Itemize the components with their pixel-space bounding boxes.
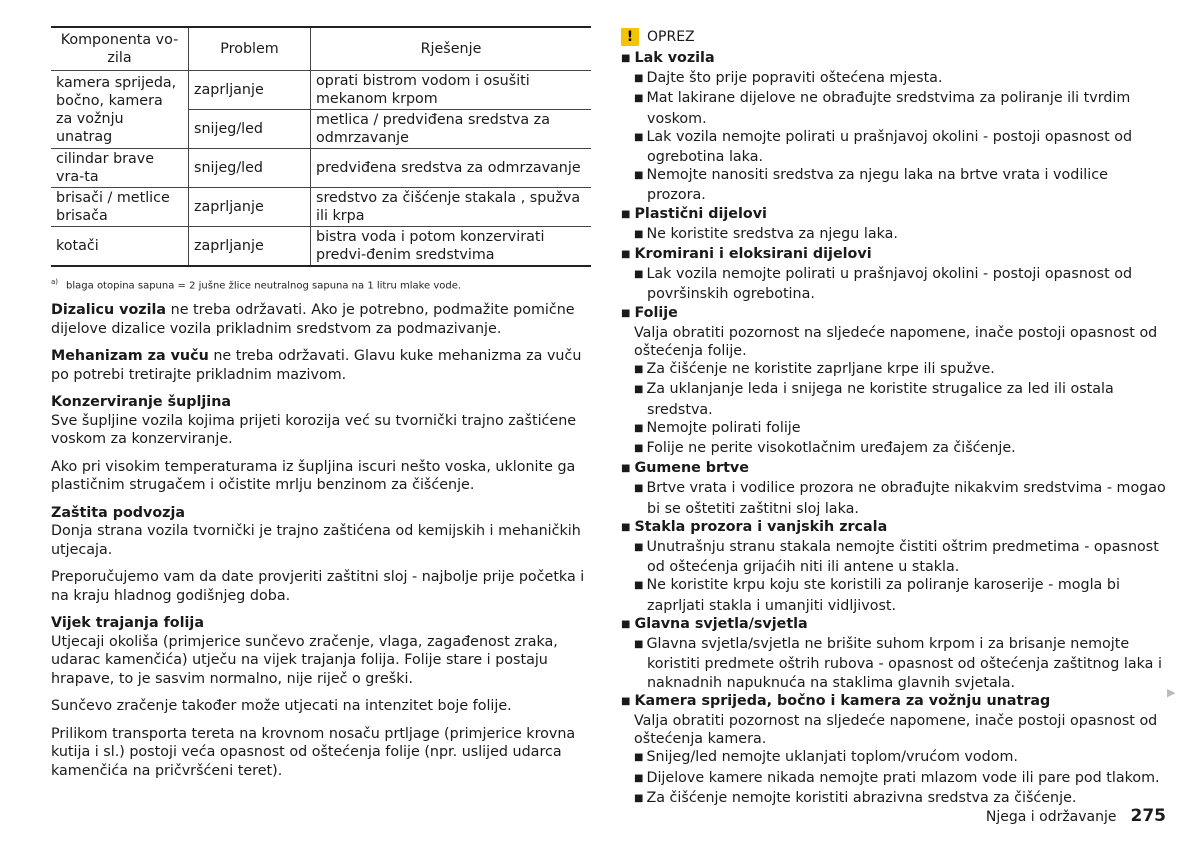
heading-foil: Vijek trajanja folija: [51, 615, 204, 632]
cell-solution: bistra voda i potom konzervirati predvi-đenim sredstvima: [311, 227, 592, 267]
cell-problem: snijeg/led: [189, 149, 311, 188]
caution-bullet: ■ Mat lakirane dijelove ne obrađujte sredstvima za poliranje ili tvrdim voskom.: [621, 89, 1169, 127]
heading-underbody: Zaštita podvozja: [51, 504, 186, 521]
caution-bullet: ■ Ne koristite sredstva za njegu laka.: [621, 225, 1169, 245]
caution-bullet: ■ Dijelove kamere nikada nemojte prati mlazom vode ili pare pod tlakom.: [621, 769, 1169, 789]
caution-bullet: ■ Brtve vrata i vodilice prozora ne obrađujte nikakvim sredstvima - mogao bi se oštetiti zaštitni sloj laka.: [621, 479, 1169, 517]
table-row: [51, 227, 591, 267]
caution-bullet: ■ Folije ne perite visokotlačnim uređajem za čišćenje.: [621, 439, 1169, 459]
paragraph-jack: [51, 301, 596, 338]
towing-text: ne treba održavati. Glavu kuke mehanizma za vuču po potrebi tretirajte prikladnim mazivom.: [51, 348, 582, 383]
cell-solution: metlica / predviđena sredstva za odmrzavanje: [311, 110, 592, 149]
cell-component: brisači / metlice brisača: [51, 188, 189, 227]
cell-solution: predviđena sredstva za odmrzavanje: [311, 149, 592, 188]
caution-topic: ■ Lak vozila: [621, 49, 1169, 69]
cell-component: cilindar brave vra-ta: [51, 149, 189, 188]
page-number: 275: [1130, 806, 1166, 826]
caution-bullet: ■ Lak vozila nemojte polirati u prašnjavoj okolini - postoji opasnost od površinskih ogrebotina.: [621, 265, 1169, 303]
left-column: [51, 26, 596, 789]
caution-bullet: ■ Za uklanjanje leda i snijega ne koristite strugalice za led ili ostala sredstva.: [621, 380, 1169, 418]
paragraph-underbody-2: Preporučujemo vam da date provjeriti zaštitni sloj - najbolje prije početka i na kraju hladnog godišnjeg doba.: [51, 569, 585, 604]
caution-topic: ■ Gumene brtve: [621, 459, 1169, 479]
jack-text: ne treba održavati. Ako je potrebno, podmažite pomične dijelove dizalice vozila prikladnim sredstvom za podmazivanje.: [51, 302, 575, 337]
header-solution: Rješenje: [311, 27, 592, 71]
caution-bullet: ■ Nemojte polirati folije: [621, 419, 1169, 439]
footnote-text: blaga otopina sapuna = 2 jušne žlice neutralnog sapuna na 1 litru mlake vode.: [66, 280, 462, 292]
caution-note: Valja obratiti pozornost na sljedeće napomene, inače postoji opasnost od oštećenja kamera.: [634, 712, 1158, 748]
paragraph-foil-3: Prilikom transporta tereta na krovnom nosaču prtljage (primjerice krovna kutija i sl.) postoji veća opasnost od oštećenja folije (npr. uslijed udarca kamenčića na pričvršćeni teret).: [51, 725, 576, 779]
caution-bullet: ■ Ne koristite krpu koju ste koristili za poliranje karoserije - mogla bi zaprljati stakla i umanjiti vidljivost.: [621, 576, 1169, 614]
caution-title: OPREZ: [647, 29, 695, 45]
jack-term: Dizalicu vozila: [51, 302, 167, 319]
table-row: [51, 71, 591, 110]
heading-cavity: Konzerviranje šupljina: [51, 394, 232, 411]
section-name: Njega i održavanje: [985, 809, 1117, 825]
table-row: [51, 149, 591, 188]
caution-list: [621, 49, 1169, 809]
header-component: Komponenta vo- zila: [51, 27, 189, 71]
table-row: [51, 188, 591, 227]
footnote-marker: a): [51, 278, 59, 286]
paragraph-cavity-2: Ako pri visokim temperaturama iz šupljina iscuri nešto voska, uklonite ga plastičnim strugačem i očistite mrlju benzinom za čišćenje.: [51, 458, 576, 494]
caution-topic: ■ Folije: [621, 304, 1169, 324]
cell-problem: zaprljanje: [189, 188, 311, 227]
caution-bullet: ■ Lak vozila nemojte polirati u prašnjavoj okolini - postoji opasnost od ogrebotina laka.: [621, 128, 1169, 166]
caution-bullet: ■ Unutrašnju stranu stakala nemojte čistiti oštrim predmetima - opasnost od oštećenja grijaćih niti ili antene u stakla.: [621, 538, 1169, 576]
cell-problem: zaprljanje: [189, 71, 311, 110]
header-problem: Problem: [189, 27, 311, 71]
cell-component: kotači: [51, 227, 189, 267]
table-header-row: [51, 27, 591, 71]
continue-arrow-icon: ▶: [1167, 686, 1176, 699]
caution-topic: ■ Kromirani i eloksirani dijelovi: [621, 245, 1169, 265]
towing-term: Mehanizam za vuču: [51, 348, 209, 365]
caution-bullet: ■ Snijeg/led nemojte uklanjati toplom/vrućom vodom.: [621, 748, 1169, 768]
cell-problem: snijeg/led: [189, 110, 311, 149]
caution-topic: ■ Kamera sprijeda, bočno i kamera za vožnju unatrag: [621, 692, 1169, 712]
caution-bullet: ■ Nemojte nanositi sredstva za njegu laka na brtve vrata i vodilice prozora.: [621, 166, 1169, 204]
page-footer: [986, 806, 1166, 826]
caution-bullet: ■ Dajte što prije popraviti oštećena mjesta.: [621, 69, 1169, 89]
caution-bullet: ■ Za čišćenje nemojte koristiti abrazivna sredstva za čišćenje.: [621, 789, 1169, 809]
paragraph-foil-2: Sunčevo zračenje također može utjecati na intenzitet boje folije.: [51, 698, 512, 715]
cell-solution: oprati bistrom vodom i osušiti mekanom krpom: [311, 71, 592, 110]
table-footnote: [51, 278, 596, 291]
cell-solution: sredstvo za čišćenje stakala , spužva ili krpa: [311, 188, 592, 227]
cell-component: kamera sprijeda, bočno, kamera za vožnju unatrag: [51, 71, 189, 149]
warning-icon: !: [621, 28, 639, 46]
paragraph-cavity-1: Sve šupljine vozila kojima prijeti korozija već su tvornički trajno zaštićene voskom za konzerviranje.: [51, 412, 577, 448]
care-table: [51, 26, 591, 267]
paragraph-foil-1: Utjecaji okoliša (primjerice sunčevo zračenje, vlaga, zagađenost zraka, udarac kamenčića) utječu na vijek trajanja folija. Folije stare i postaju hrapave, to je sasvim normalno, nije riječ o greški.: [51, 633, 558, 687]
cell-problem: zaprljanje: [189, 227, 311, 267]
caution-bullet: ■ Za čišćenje ne koristite zaprljane krpe ili spužve.: [621, 360, 1169, 380]
caution-bullet: ■ Glavna svjetla/svjetla ne brišite suhom krpom i za brisanje nemojte koristiti predmete oštrih rubova - opasnost od oštećenja zaštitnog laka i naknadnih napuknuća na staklima glavnih svjetala.: [621, 635, 1169, 692]
caution-note: Valja obratiti pozornost na sljedeće napomene, inače postoji opasnost od oštećenja folije.: [634, 324, 1158, 360]
paragraph-towing: [51, 347, 596, 384]
caution-topic: ■ Stakla prozora i vanjskih zrcala: [621, 518, 1169, 538]
paragraph-underbody-1: Donja strana vozila tvornički je trajno zaštićena od kemijskih i mehaničkih utjecaja.: [51, 523, 581, 558]
caution-topic: ■ Glavna svjetla/svjetla: [621, 615, 1169, 635]
caution-box: [621, 28, 1169, 809]
caution-topic: ■ Plastični dijelovi: [621, 205, 1169, 225]
caution-header: [621, 28, 1169, 46]
